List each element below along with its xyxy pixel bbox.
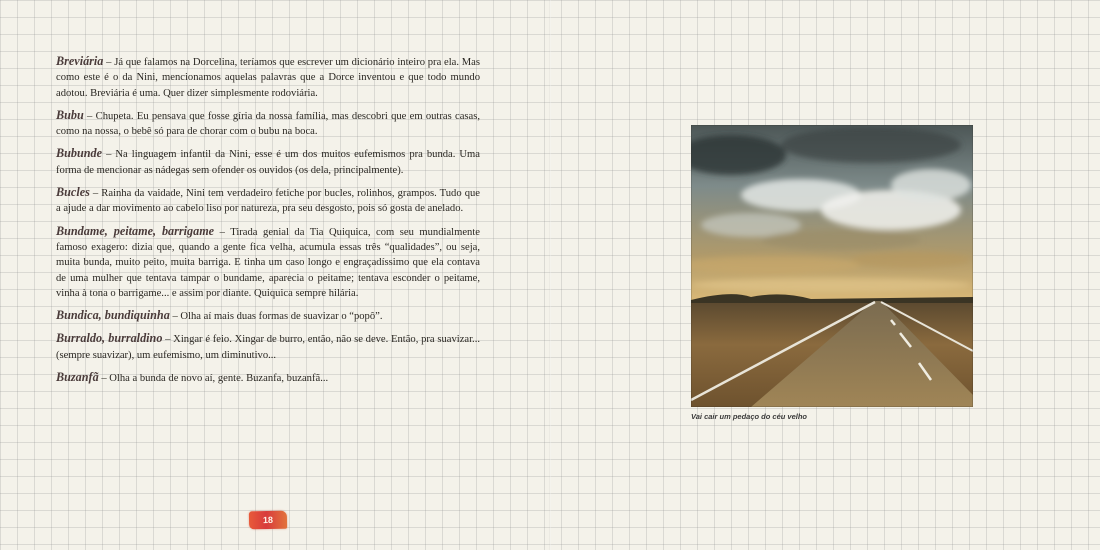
glossary-entry: Burraldo, burraldino – Xingar é feio. Xingar de burro, então, não se deve. Então, pra suavizar... (sempre suavizar), um eufemismo, um diminutivo... xyxy=(56,331,480,361)
glossary-entry: Buzanfã – Olha a bunda de novo aí, gente. Buzanfa, buzanfã... xyxy=(56,370,329,385)
entry-term: Bundica, bundiquinha xyxy=(56,308,170,323)
entry-definition: Xingar é feio. Xingar de burro, então, não se deve. Então, pra suavizar... (sempre suavizar), um eufemismo, um diminutivo... xyxy=(56,334,480,361)
entry-term: Breviária xyxy=(56,54,104,68)
page-fold xyxy=(549,0,551,550)
entry-term: Bundame, peitame, barrigame xyxy=(56,223,215,238)
entry-term: Bubu xyxy=(56,107,84,122)
entry-term: Bucles xyxy=(56,185,90,200)
glossary-entry: Bundica, bundiquinha – Olha aí mais duas formas de suavizar o “popô”. xyxy=(56,308,383,323)
entry-definition: Tirada genial da Tia Quiquica, com seu mundialmente famoso exagero: dizia que, quando a gente fica velha, acumula essas três “qualidades”, ou seja, muita bunda, muito peito, muita barriga. E tinha um caso longo e engraçadíssimo que ela contava de uma mulher que tentava tampar o bundame, aparecia o peitame; tentava esconder o peitame, vinha à tona o barrigame... e assim por diante. Quiquica sempre hilária. xyxy=(56,226,480,299)
glossary-entry: Bundame, peitame, barrigame – Tirada genial da Tia Quiquica, com seu mundialmente famoso exagero: dizia que, quando a gente fica velha, acumula essas três “qualidades”, ou seja, muita bunda, muito peito, muita barriga. E tinha um caso longo e engraçadíssimo que ela contava de uma mulher que tentava tampar o bundame, aparecia o peitame; tentava esconder o peitame, vinha à tona o barrigame... e assim por diante. Quiquica sempre hilária. xyxy=(56,223,480,299)
photo-caption: Vai cair um pedaço do céu velho xyxy=(691,412,808,421)
entry-definition: Rainha da vaidade, Nini tem verdadeiro fetiche por bucles, rolinhos, grampos. Tudo que a ajude a dar movimento ao cabelo liso por natureza, pra seu desgosto, pois só gosta de anelado. xyxy=(56,188,480,215)
glossary-entry: Bubu – Chupeta. Eu pensava que fosse gíria da nossa família, mas descobri que em outras casas, como na nossa, o bebê só para de chorar com o bubu na boca. xyxy=(56,107,481,138)
entry-definition: Olha a bunda de novo aí, gente. Buzanfa, buzanfã... xyxy=(109,373,329,385)
glossary-entry: Breviária – Já que falamos na Dorcelina, teríamos que escrever um dicionário inteiro pra ela. Mas como este é o da Nini, mencionamos aquelas palavras que a Dorce inventou e que todo mundo adotou. Breviária é uma. Quer dizer simplesmente rodoviária. xyxy=(56,54,481,99)
entry-term: Burraldo, burraldino xyxy=(56,331,163,346)
entry-definition: Chupeta. Eu pensava que fosse gíria da nossa família, mas descobri que em outras casas, como na nossa, o bebê só para de chorar com o bubu na boca. xyxy=(56,110,481,138)
road-sky-photo xyxy=(691,125,973,407)
entry-definition: Já que falamos na Dorcelina, teríamos que escrever um dicionário inteiro pra ela. Mas como este é o da Nini, mencionamos aquelas palavras que a Dorce inventou e que todo mundo adotou. Breviária é uma. Quer dizer simplesmente rodoviária. xyxy=(56,57,481,99)
glossary-column xyxy=(56,54,480,386)
page-number-badge xyxy=(249,511,287,530)
entry-term: Bubunde xyxy=(56,146,103,161)
entry-definition: Na linguagem infantil da Nini, esse é um dos muitos eufemismos pra bunda. Uma forma de mencionar as nádegas sem ofender os ouvidos (os dela, principalmente). xyxy=(56,149,480,176)
entry-term: Buzanfã xyxy=(56,370,99,385)
entry-definition: Olha aí mais duas formas de suavizar o “popô”. xyxy=(180,311,383,323)
page-number: 18 xyxy=(262,514,274,526)
glossary-entry: Bucles – Rainha da vaidade, Nini tem verdadeiro fetiche por bucles, rolinhos, grampos. Tudo que a ajude a dar movimento ao cabelo liso por natureza, pra seu desgosto, pois só gosta de anelado. xyxy=(56,185,480,215)
glossary-entry: Bubunde – Na linguagem infantil da Nini, esse é um dos muitos eufemismos pra bunda. Uma forma de mencionar as nádegas sem ofender os ouvidos (os dela, principalmente). xyxy=(56,146,480,176)
